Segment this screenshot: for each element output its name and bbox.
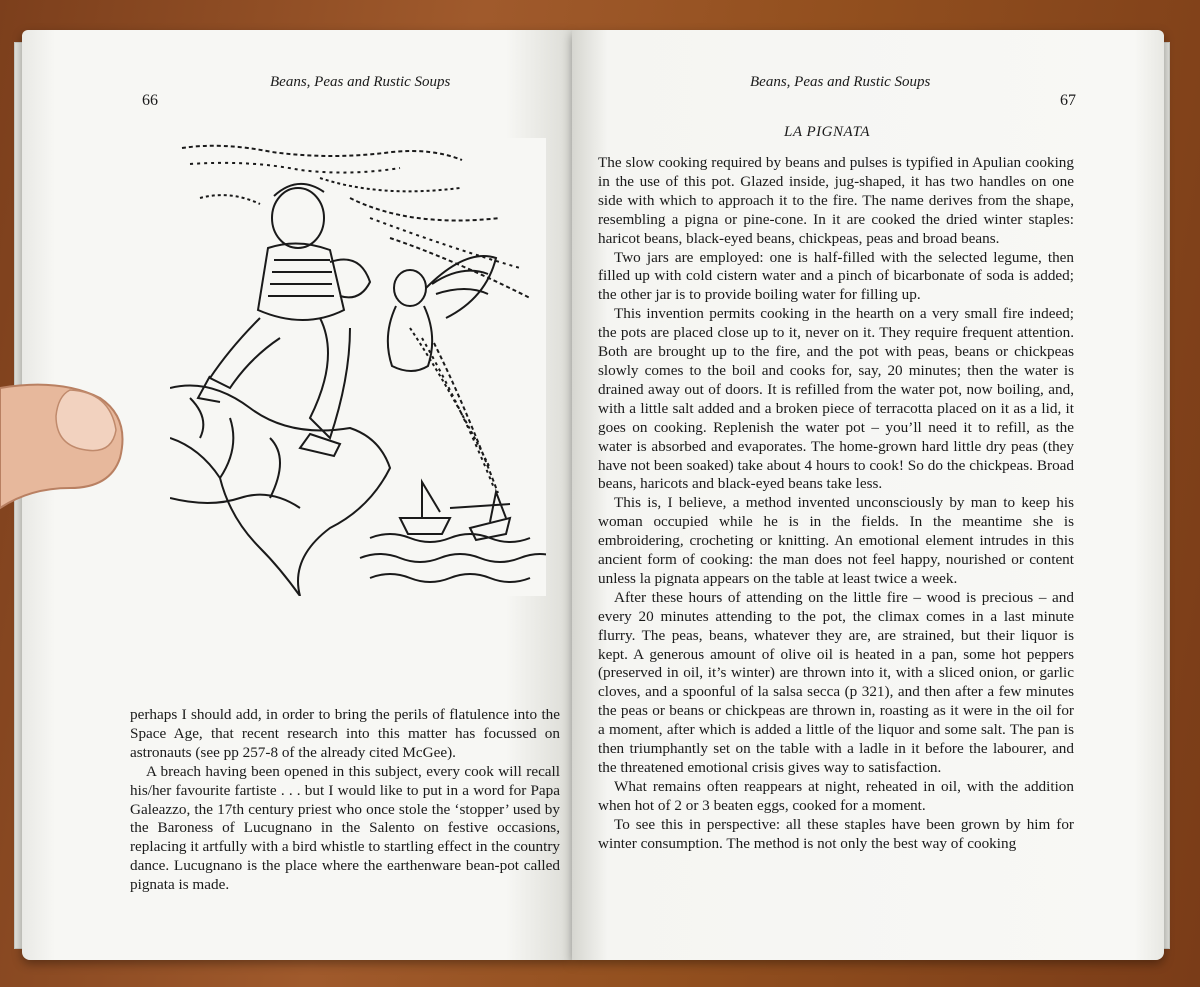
paragraph: After these hours of attending on the little fire – wood is precious – and every 20 minutes attending to the pot, the climax comes in a last minute flurry. The peas, beans, whatever they are, are strained, but their liquor is kept. A generous amount of olive oil is heated in a pan, some hot peppers (preserved in oil, it’s winter) are thrown into it, with a sliced onion, or garlic cloves, and a spoonful of la salsa secca (p 321), and then after a few minutes the peas or beans or chickpeas are thrown in, roasting as it were in the oil for a moment, after which is added a little of the liquor and some salt. The pan is then triumphantly set on the table with a ladle in it before the labourer, and the threatened emotional crisis gives way to satisfaction.: [598, 588, 1074, 776]
section-title: LA PIGNATA: [784, 124, 870, 140]
illustration: [170, 138, 546, 596]
open-book: [22, 12, 1170, 974]
thumb: [0, 368, 130, 518]
paragraph: What remains often reappears at night, reheated in oil, with the addition when hot of 2 or 3 beaten eggs, cooked for a moment.: [598, 777, 1074, 814]
left-body-text: [130, 706, 560, 895]
page-number: 67: [1060, 92, 1076, 109]
paragraph: To see this in perspective: all these staples have been grown by him for winter consumption. The method is not only the best way of cooking: [598, 815, 1074, 852]
paragraph: This invention permits cooking in the hearth on a very small fire indeed; the pots are placed close up to it, never on it. They require frequent attention. Both are brought up to the fire, and the pot with peas, beans or chickpeas slowly comes to the boil and cooks for, say, 20 minutes; then the water is drained away out of doors. It is refilled from the water pot, now boiling, and, with a little salt added and a broken piece of terracotta placed on it as a lid, it goes on cooking. Replenish the water pot – you’ll need it to refill, as the water is absorbed and evaporates. The home-grown hard little dry peas (they have not been soaked) take about 4 hours to cook! So do the chickpeas. Broad beans, haricots and black-eyed beans take less.: [598, 305, 1074, 493]
paragraph: This is, I believe, a method invented unconsciously by man to keep his woman occupied while he is in the fields. In the meantime she is embroidering, crocheting or knitting. An emotional element intrudes in this ancient form of cooking: the man does not feel happy, nourished or content unless la pignata appears on the table at least twice a week.: [598, 494, 1074, 587]
page-number: 66: [142, 92, 158, 109]
paragraph: perhaps I should add, in order to bring the perils of flatulence into the Space Age, that recent research into this matter has focussed on astronauts (see pp 257-8 of the already cited McGee).: [130, 706, 560, 761]
paragraph: The slow cooking required by beans and pulses is typified in Apulian cooking in the use of this pot. Glazed inside, jug-shaped, it has two handles on one side with which to approach it to the fire. The name derives from the shape, resembling a pigna or pine-cone. In it are cooked the dried winter staples: haricot beans, black-eyed beans, chickpeas, peas and broad beans.: [598, 154, 1074, 247]
running-head: Beans, Peas and Rustic Soups: [750, 74, 931, 90]
running-head: Beans, Peas and Rustic Soups: [270, 74, 451, 90]
right-page: [572, 30, 1164, 960]
paragraph: Two jars are employed: one is half-filled with the selected legume, then filled up with cold cistern water and a pinch of bicarbonate of soda is added; the other jar is to provide boiling water for filling up.: [598, 248, 1074, 304]
paragraph: A breach having been opened in this subject, every cook will recall his/her favourite fartiste . . . but I would like to put in a word for Papa Galeazzo, the 17th century priest who once stole the ‘stopper’ used by the Baroness of Lucugnano in the Salento on festive occasions, replacing it artfully with a bird whistle to startling effect in the country dance. Lucugnano is the place where the earthenware bean-pot called pignata is made.: [130, 762, 560, 894]
right-body-text: [598, 154, 1074, 854]
